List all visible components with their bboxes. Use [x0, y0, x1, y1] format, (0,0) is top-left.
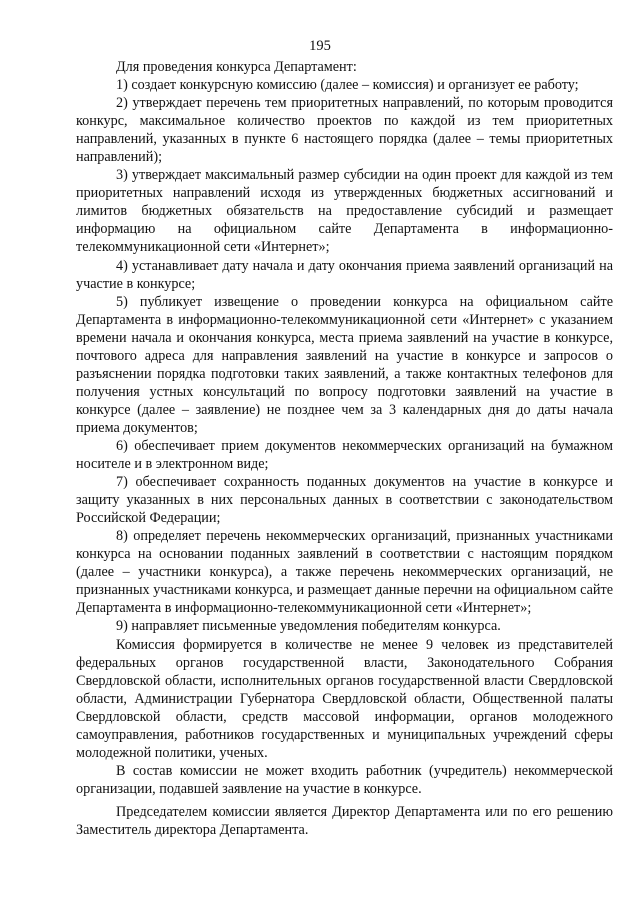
- page-number: 195: [309, 38, 331, 54]
- paragraph-commission-chair: Председателем комиссии является Директор Департамента или по его решению Заместитель директора Департамента.: [76, 803, 613, 838]
- list-item-5: 5) публикует извещение о проведении конкурса на официальном сайте Департамента в информационно-телекоммуникационной сети «Интернет» с указанием времени начала и окончания конкурса, места приема заявлений на участие в конкурсе, почтового адреса для направления заявлений на участие в конкурсе и запросов о разъяснении порядка подготовки таких заявлений, а также контактных телефонов для получения устных консультаций по вопросу подготовки заявлений на участие в конкурсе (далее – заявление) не позднее чем за 3 календарных дня до даты начала приема документов;: [76, 293, 613, 436]
- list-item-9: 9) направляет письменные уведомления победителям конкурса.: [116, 618, 501, 635]
- intro-paragraph: Для проведения конкурса Департамент:: [116, 59, 357, 75]
- list-item-6: 6) обеспечивает прием документов некоммерческих организаций на бумажном носителе и в электронном виде;: [76, 437, 613, 473]
- list-item-1: 1) создает конкурсную комиссию (далее – комиссия) и организует ее работу;: [116, 77, 579, 94]
- paragraph-commission-restriction: В состав комиссии не может входить работник (учредитель) некоммерческой организации, подавшей заявление на участие в конкурсе.: [76, 762, 613, 797]
- list-item-2: 2) утверждает перечень тем приоритетных направлений, по которым проводится конкурс, максимальное количество проектов по каждой из тем приоритетных направлений, указанных в пункте 6 настоящего порядка (далее – темы приоритетных направлений);: [76, 95, 613, 166]
- list-item-7: 7) обеспечивает сохранность поданных документов на участие в конкурсе и защиту указанных в них персональных данных в соответствии с законодательством Российской Федерации;: [76, 474, 613, 527]
- list-item-4: 4) устанавливает дату начала и дату окончания приема заявлений организаций на участие в конкурсе;: [76, 257, 613, 292]
- list-item-3: 3) утверждает максимальный размер субсидии на один проект для каждой из тем приоритетных направлений исходя из утвержденных бюджетных ассигнований и лимитов бюджетных обязательств на предоставление субсидий и размещает информацию на официальном сайте Департамента в информационно-телекоммуникационной сети «Интернет»;: [76, 167, 613, 256]
- document-body: [76, 58, 613, 839]
- paragraph-commission-composition: Комиссия формируется в количестве не менее 9 человек из представителей федеральных органов государственной власти, Законодательного Собрания Свердловской области, исполнительных органов государственной власти Свердловской области, Администрации Губернатора Свердловской области, Общественной палаты Свердловской области, средств массовой информации, органов молодежного самоуправления, работников государственных и муниципальных учреждений сферы молодежной политики, ученых.: [76, 636, 613, 761]
- list-item-8: 8) определяет перечень некоммерческих организаций, признанных участниками конкурса на основании поданных заявлений в соответствии с настоящим порядком (далее – участники конкурса), а также перечень некоммерческих организаций, не признанных участниками конкурса, и размещает данные перечни на официальном сайте Департамента в информационно-телекоммуникационной сети «Интернет»;: [76, 528, 613, 617]
